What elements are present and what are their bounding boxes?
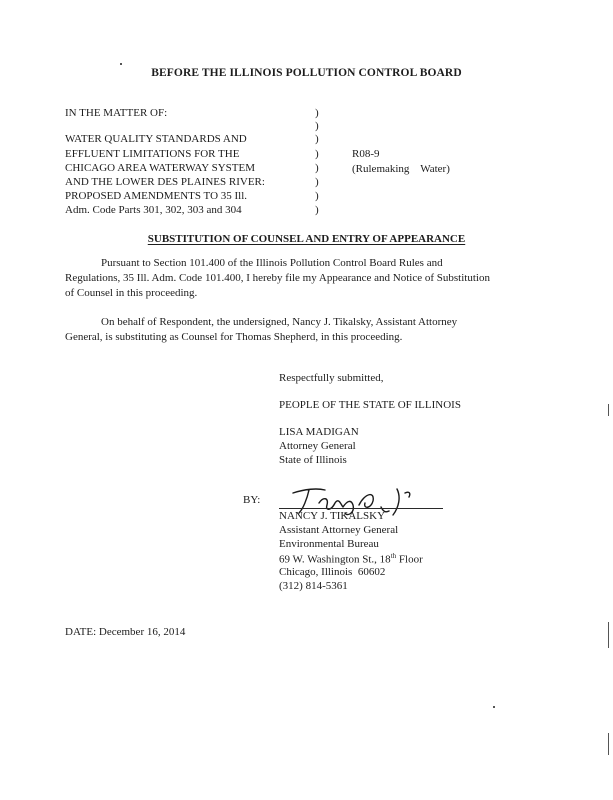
by-label: BY: [243,494,261,506]
caption-line-6: Adm. Code Parts 301, 302, 303 and 304 [65,204,242,216]
case-type: (Rulemaking Water) [352,163,450,175]
signer-address [279,553,423,566]
attorney-general-title: Attorney General [279,440,356,452]
caption-line-5: PROPOSED AMENDMENTS TO 35 Ill. [65,190,248,202]
scan-edge-mark [608,733,609,755]
paragraph-1-line-2: Regulations, 35 Ill. Adm. Code 101.400, I hereby file my Appearance and Notice of Substitution [65,272,490,284]
scan-edge-mark [608,404,609,416]
paragraph-2-line-2: General, is substituting as Counsel for Thomas Shepherd, in this proceeding. [65,331,403,343]
signer-address-sup: th [390,552,397,560]
case-number: R08-9 [352,148,380,160]
caption-line-2: EFFLUENT LIMITATIONS FOR THE [65,148,240,160]
scan-edge-mark [608,622,609,648]
signer-name: NANCY J. TIKALSKY [279,510,386,522]
caption-line-1: WATER QUALITY STANDARDS AND [65,133,247,145]
attorney-general-name: LISA MADIGAN [279,426,359,438]
caption-line-4: AND THE LOWER DES PLAINES RIVER: [65,176,265,188]
caption-paren: ) [315,176,319,188]
caption-line-3: CHICAGO AREA WATERWAY SYSTEM [65,162,255,174]
paragraph-2-line-1: On behalf of Respondent, the undersigned, Nancy J. Tikalsky, Assistant Attorney [101,316,458,328]
signature-line [279,508,443,509]
caption-paren: ) [315,107,319,119]
signer-title: Assistant Attorney General [279,524,399,536]
date-line: DATE: December 16, 2014 [65,626,186,638]
caption-paren: ) [315,204,319,216]
caption-paren: ) [315,148,319,160]
signer-phone: (312) 814-5361 [279,580,348,592]
caption-paren: ) [315,120,319,132]
signer-city: Chicago, Illinois 60602 [279,566,386,578]
section-title: SUBSTITUTION OF COUNSEL AND ENTRY OF APPEARANCE [147,233,466,245]
signer-address-street: 69 W. Washington St., 18 [279,553,391,566]
scan-speck [493,706,495,708]
paragraph-1-line-3: of Counsel in this proceeding. [65,287,198,299]
matter-label: IN THE MATTER OF: [65,107,168,119]
party-name: PEOPLE OF THE STATE OF ILLINOIS [279,399,461,411]
attorney-general-state: State of Illinois [279,454,347,466]
paragraph-1-line-1: Pursuant to Section 101.400 of the Illinois Pollution Control Board Rules and [101,257,443,269]
caption-paren: ) [315,133,319,145]
scan-speck [120,63,122,65]
signer-bureau: Environmental Bureau [279,538,379,550]
caption-paren: ) [315,190,319,202]
caption-paren: ) [315,162,319,174]
closing: Respectfully submitted, [279,372,384,384]
document-heading: BEFORE THE ILLINOIS POLLUTION CONTROL BOARD [151,67,462,79]
signer-address-floor: Floor [396,553,423,566]
